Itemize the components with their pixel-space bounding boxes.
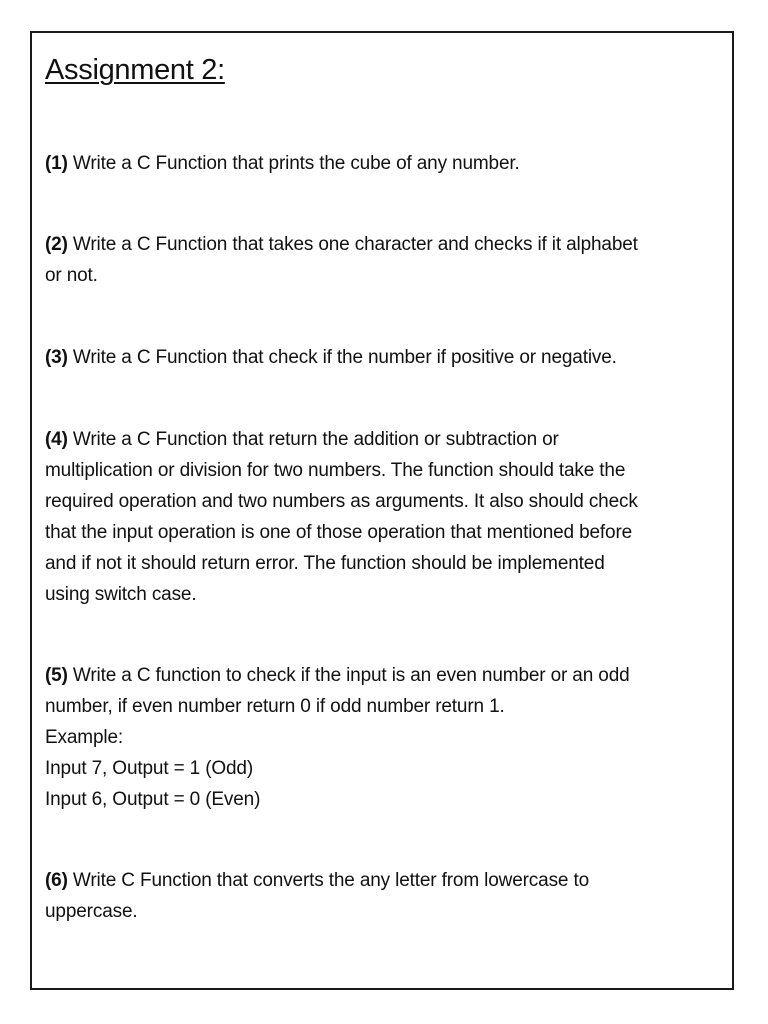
question-text: that the input operation is one of those operation that mentioned before (45, 522, 633, 543)
question-text: Write a C Function that return the addition or subtraction or (72, 429, 559, 450)
question-text: using switch case. (45, 584, 197, 605)
question-number: (4) (45, 429, 68, 450)
question-number: (6) (45, 870, 68, 891)
question-line (45, 660, 721, 691)
question-text: Write a C Function that prints the cube of any number. (72, 153, 520, 174)
question-3 (45, 342, 721, 373)
question-text: multiplication or division for two numbers. The function should take the (45, 460, 626, 481)
question-4 (45, 424, 721, 610)
example-line: Input 7, Output = 1 (Odd) (45, 758, 254, 779)
question-text: Write a C Function that takes one character and checks if it alphabet (72, 234, 638, 255)
question-line (45, 424, 721, 455)
question-text: or not. (45, 265, 98, 286)
question-number: (5) (45, 665, 68, 686)
question-5 (45, 660, 721, 815)
question-text: Write a C function to check if the input is an even number or an odd (72, 665, 630, 686)
question-number: (1) (45, 153, 68, 174)
example-line: Input 6, Output = 0 (Even) (45, 789, 261, 810)
question-6 (45, 865, 721, 927)
question-line (45, 229, 721, 260)
question-text: required operation and two numbers as arguments. It also should check (45, 491, 638, 512)
question-number: (2) (45, 234, 68, 255)
question-2 (45, 229, 721, 291)
question-text: and if not it should return error. The function should be implemented (45, 553, 605, 574)
question-text: Write a C Function that check if the number if positive or negative. (72, 347, 617, 368)
question-text: Write C Function that converts the any letter from lowercase to (72, 870, 590, 891)
question-number: (3) (45, 347, 68, 368)
question-1 (45, 148, 721, 179)
question-text: number, if even number return 0 if odd number return 1. (45, 696, 505, 717)
assignment-title: Assignment 2: (45, 54, 225, 86)
question-line (45, 865, 721, 896)
question-line (45, 342, 721, 373)
example-label: Example: (45, 727, 124, 748)
question-line (45, 148, 721, 179)
question-text: uppercase. (45, 901, 138, 922)
